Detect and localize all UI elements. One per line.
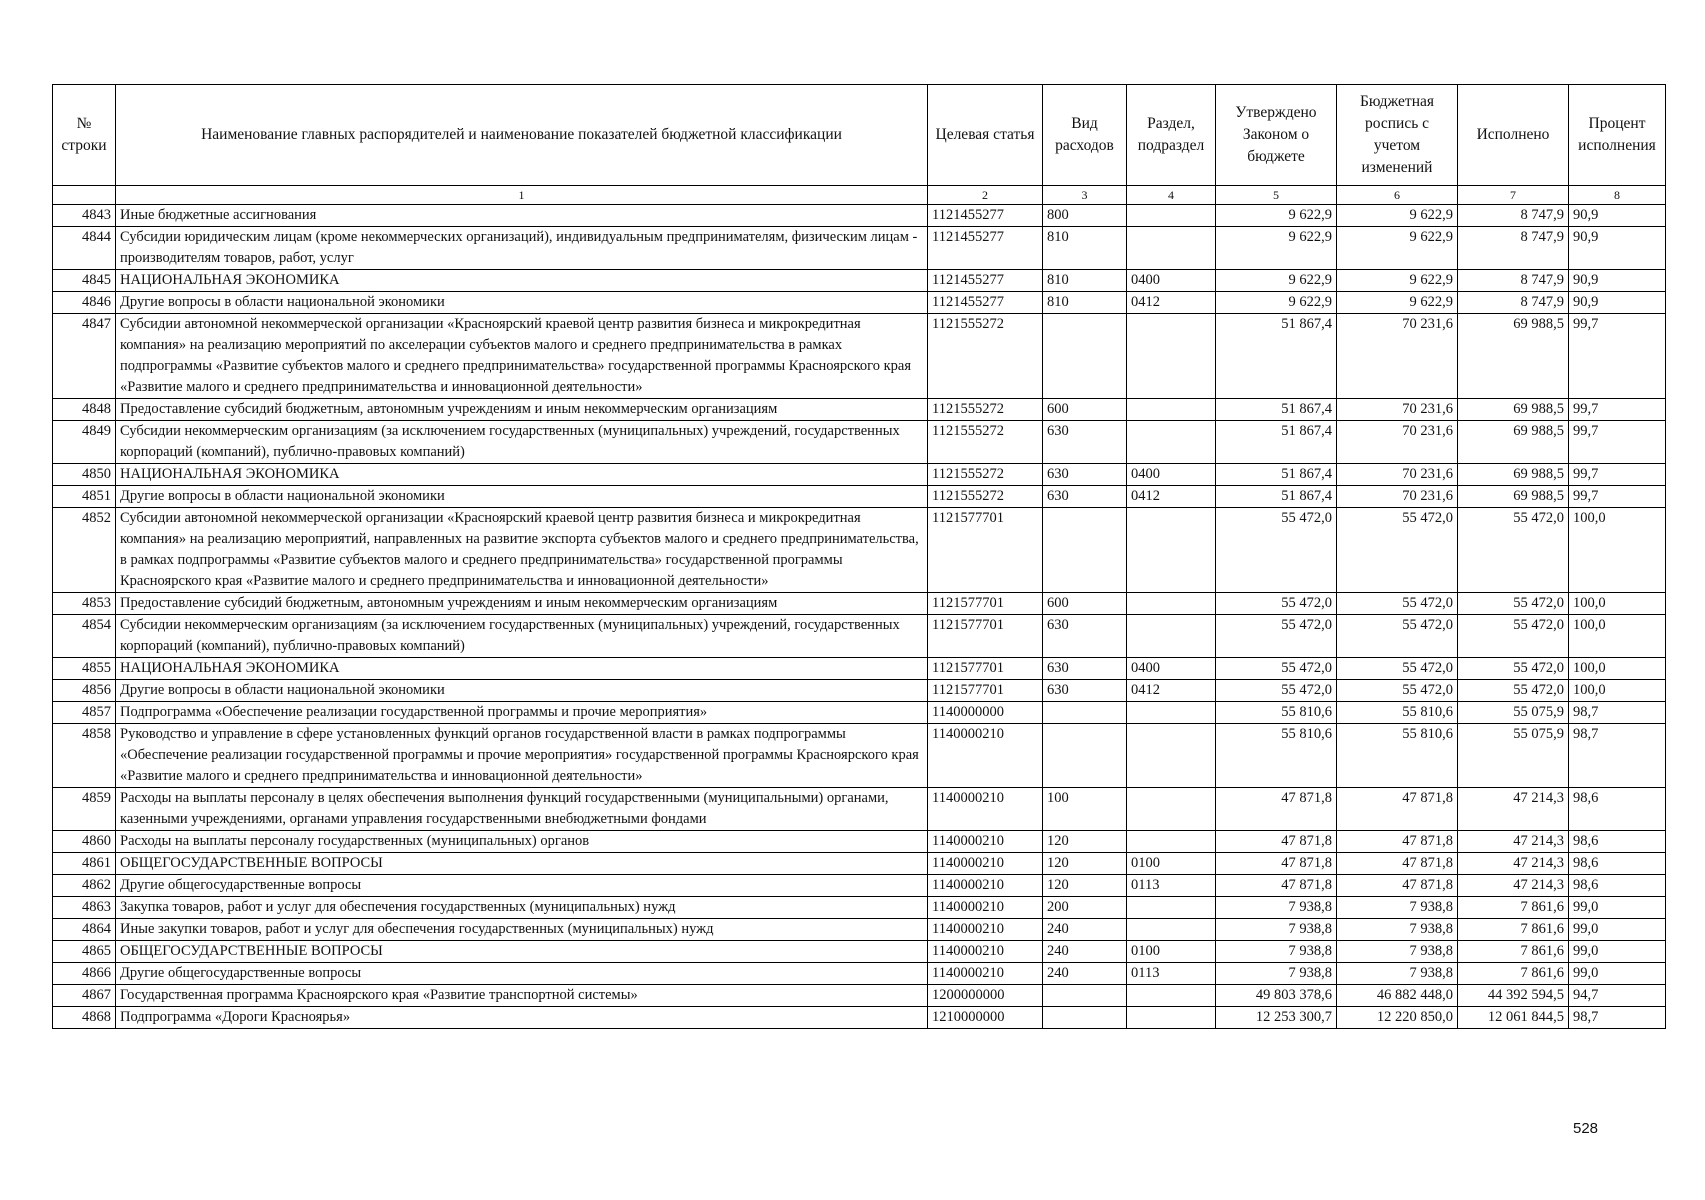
table-row bbox=[53, 464, 1666, 486]
table-row bbox=[53, 615, 1666, 658]
row-target-article: 1121577701 bbox=[928, 680, 1043, 702]
row-name: Субсидии автономной некоммерческой организации «Красноярский краевой центр развития бизнеса и микрокредитная компания» на реализацию мероприятий по акселерации субъектов малого и среднего предпринимательства в рамках подпрограммы «Развитие субъектов малого и среднего предпринимательства» государственной программы Красноярского края «Развитие малого и среднего предпринимательства и инновационной деятельности» bbox=[116, 314, 928, 399]
table-row bbox=[53, 1007, 1666, 1029]
row-section: 0400 bbox=[1127, 464, 1216, 486]
row-expense-type: 810 bbox=[1043, 292, 1127, 314]
row-executed: 47 214,3 bbox=[1458, 853, 1569, 875]
row-executed: 8 747,9 bbox=[1458, 205, 1569, 227]
row-expense-type: 630 bbox=[1043, 421, 1127, 464]
row-expense-type bbox=[1043, 702, 1127, 724]
table-row bbox=[53, 875, 1666, 897]
row-number: 4844 bbox=[53, 227, 116, 270]
table-row bbox=[53, 831, 1666, 853]
row-approved: 55 472,0 bbox=[1216, 593, 1337, 615]
row-target-article: 1140000210 bbox=[928, 941, 1043, 963]
row-number: 4864 bbox=[53, 919, 116, 941]
row-number: 4851 bbox=[53, 486, 116, 508]
table-row bbox=[53, 292, 1666, 314]
row-section: 0100 bbox=[1127, 853, 1216, 875]
row-number: 4861 bbox=[53, 853, 116, 875]
row-number: 4848 bbox=[53, 399, 116, 421]
table-row bbox=[53, 963, 1666, 985]
row-percent: 99,7 bbox=[1569, 399, 1666, 421]
row-executed: 47 214,3 bbox=[1458, 831, 1569, 853]
row-section bbox=[1127, 985, 1216, 1007]
row-name: Предоставление субсидий бюджетным, автономным учреждениям и иным некоммерческим организациям bbox=[116, 593, 928, 615]
table-row bbox=[53, 205, 1666, 227]
row-section: 0400 bbox=[1127, 658, 1216, 680]
row-percent: 98,7 bbox=[1569, 724, 1666, 788]
row-number: 4855 bbox=[53, 658, 116, 680]
table-row bbox=[53, 919, 1666, 941]
row-number: 4867 bbox=[53, 985, 116, 1007]
row-section bbox=[1127, 399, 1216, 421]
row-executed: 69 988,5 bbox=[1458, 486, 1569, 508]
row-approved: 9 622,9 bbox=[1216, 270, 1337, 292]
row-budget-schedule: 55 472,0 bbox=[1337, 658, 1458, 680]
budget-report-sheet bbox=[52, 84, 1666, 1029]
row-name: Предоставление субсидий бюджетным, автономным учреждениям и иным некоммерческим организациям bbox=[116, 399, 928, 421]
row-name: НАЦИОНАЛЬНАЯ ЭКОНОМИКА bbox=[116, 658, 928, 680]
column-number-blank bbox=[53, 186, 116, 205]
row-approved: 55 472,0 bbox=[1216, 680, 1337, 702]
row-expense-type bbox=[1043, 985, 1127, 1007]
row-budget-schedule: 70 231,6 bbox=[1337, 421, 1458, 464]
row-percent: 99,0 bbox=[1569, 963, 1666, 985]
row-percent: 100,0 bbox=[1569, 593, 1666, 615]
row-number: 4850 bbox=[53, 464, 116, 486]
row-budget-schedule: 7 938,8 bbox=[1337, 897, 1458, 919]
row-expense-type: 240 bbox=[1043, 941, 1127, 963]
row-budget-schedule: 55 472,0 bbox=[1337, 508, 1458, 593]
row-approved: 49 803 378,6 bbox=[1216, 985, 1337, 1007]
row-expense-type: 120 bbox=[1043, 831, 1127, 853]
column-number: 7 bbox=[1458, 186, 1569, 205]
row-expense-type: 630 bbox=[1043, 680, 1127, 702]
row-expense-type: 600 bbox=[1043, 593, 1127, 615]
row-executed: 8 747,9 bbox=[1458, 292, 1569, 314]
header-approved: Утверждено Законом о бюджете bbox=[1216, 85, 1337, 186]
header-expense-type: Вид расходов bbox=[1043, 85, 1127, 186]
row-percent: 100,0 bbox=[1569, 658, 1666, 680]
row-expense-type bbox=[1043, 314, 1127, 399]
row-target-article: 1121577701 bbox=[928, 615, 1043, 658]
row-approved: 7 938,8 bbox=[1216, 897, 1337, 919]
row-percent: 99,0 bbox=[1569, 941, 1666, 963]
row-target-article: 1121577701 bbox=[928, 508, 1043, 593]
row-approved: 47 871,8 bbox=[1216, 788, 1337, 831]
row-section bbox=[1127, 1007, 1216, 1029]
header-name: Наименование главных распорядителей и наименование показателей бюджетной классификации bbox=[116, 85, 928, 186]
row-percent: 98,7 bbox=[1569, 1007, 1666, 1029]
row-number: 4862 bbox=[53, 875, 116, 897]
row-target-article: 1121577701 bbox=[928, 658, 1043, 680]
column-number: 8 bbox=[1569, 186, 1666, 205]
row-expense-type: 120 bbox=[1043, 875, 1127, 897]
row-expense-type: 630 bbox=[1043, 615, 1127, 658]
row-budget-schedule: 70 231,6 bbox=[1337, 464, 1458, 486]
row-target-article: 1140000210 bbox=[928, 788, 1043, 831]
header-section: Раздел, подраздел bbox=[1127, 85, 1216, 186]
row-percent: 90,9 bbox=[1569, 292, 1666, 314]
row-percent: 98,7 bbox=[1569, 702, 1666, 724]
row-executed: 69 988,5 bbox=[1458, 399, 1569, 421]
row-number: 4843 bbox=[53, 205, 116, 227]
row-approved: 51 867,4 bbox=[1216, 421, 1337, 464]
row-number: 4853 bbox=[53, 593, 116, 615]
table-row bbox=[53, 724, 1666, 788]
row-target-article: 1140000210 bbox=[928, 831, 1043, 853]
table-row bbox=[53, 788, 1666, 831]
row-section bbox=[1127, 314, 1216, 399]
row-approved: 55 472,0 bbox=[1216, 615, 1337, 658]
row-executed: 55 075,9 bbox=[1458, 724, 1569, 788]
row-approved: 47 871,8 bbox=[1216, 853, 1337, 875]
row-percent: 90,9 bbox=[1569, 270, 1666, 292]
row-approved: 55 472,0 bbox=[1216, 508, 1337, 593]
row-name: Другие вопросы в области национальной экономики bbox=[116, 292, 928, 314]
row-name: Закупка товаров, работ и услуг для обеспечения государственных (муниципальных) нужд bbox=[116, 897, 928, 919]
column-number: 5 bbox=[1216, 186, 1337, 205]
row-approved: 47 871,8 bbox=[1216, 831, 1337, 853]
header-target-article: Целевая статья bbox=[928, 85, 1043, 186]
row-executed: 7 861,6 bbox=[1458, 941, 1569, 963]
table-row bbox=[53, 702, 1666, 724]
row-section bbox=[1127, 227, 1216, 270]
column-number: 1 bbox=[116, 186, 928, 205]
row-percent: 90,9 bbox=[1569, 227, 1666, 270]
row-number: 4856 bbox=[53, 680, 116, 702]
row-target-article: 1121555272 bbox=[928, 486, 1043, 508]
row-budget-schedule: 70 231,6 bbox=[1337, 399, 1458, 421]
row-section bbox=[1127, 421, 1216, 464]
row-percent: 99,0 bbox=[1569, 897, 1666, 919]
row-budget-schedule: 9 622,9 bbox=[1337, 205, 1458, 227]
row-target-article: 1121555272 bbox=[928, 314, 1043, 399]
row-number: 4859 bbox=[53, 788, 116, 831]
row-name: Расходы на выплаты персоналу государственных (муниципальных) органов bbox=[116, 831, 928, 853]
row-section bbox=[1127, 919, 1216, 941]
row-budget-schedule: 55 472,0 bbox=[1337, 615, 1458, 658]
row-expense-type bbox=[1043, 508, 1127, 593]
row-budget-schedule: 12 220 850,0 bbox=[1337, 1007, 1458, 1029]
header-row bbox=[53, 85, 1666, 186]
page-number: 528 bbox=[1573, 1120, 1599, 1137]
header-row-no: № строки bbox=[53, 85, 116, 186]
row-section bbox=[1127, 831, 1216, 853]
row-name: Другие общегосударственные вопросы bbox=[116, 875, 928, 897]
row-section bbox=[1127, 702, 1216, 724]
table-row bbox=[53, 508, 1666, 593]
row-number: 4866 bbox=[53, 963, 116, 985]
row-number: 4857 bbox=[53, 702, 116, 724]
row-expense-type: 240 bbox=[1043, 919, 1127, 941]
row-percent: 99,7 bbox=[1569, 421, 1666, 464]
row-approved: 7 938,8 bbox=[1216, 941, 1337, 963]
row-percent: 100,0 bbox=[1569, 508, 1666, 593]
table-row bbox=[53, 421, 1666, 464]
table-row bbox=[53, 897, 1666, 919]
row-expense-type: 810 bbox=[1043, 270, 1127, 292]
row-target-article: 1140000210 bbox=[928, 963, 1043, 985]
row-target-article: 1140000000 bbox=[928, 702, 1043, 724]
row-executed: 69 988,5 bbox=[1458, 421, 1569, 464]
row-budget-schedule: 55 472,0 bbox=[1337, 680, 1458, 702]
row-name: Государственная программа Красноярского края «Развитие транспортной системы» bbox=[116, 985, 928, 1007]
row-expense-type: 630 bbox=[1043, 486, 1127, 508]
row-budget-schedule: 46 882 448,0 bbox=[1337, 985, 1458, 1007]
row-name: Другие вопросы в области национальной экономики bbox=[116, 486, 928, 508]
row-section bbox=[1127, 205, 1216, 227]
row-expense-type: 800 bbox=[1043, 205, 1127, 227]
table-row bbox=[53, 853, 1666, 875]
row-executed: 55 472,0 bbox=[1458, 658, 1569, 680]
row-percent: 99,7 bbox=[1569, 464, 1666, 486]
row-approved: 51 867,4 bbox=[1216, 314, 1337, 399]
row-name: ОБЩЕГОСУДАРСТВЕННЫЕ ВОПРОСЫ bbox=[116, 853, 928, 875]
table-body bbox=[53, 205, 1666, 1029]
row-approved: 55 810,6 bbox=[1216, 724, 1337, 788]
row-budget-schedule: 9 622,9 bbox=[1337, 227, 1458, 270]
row-target-article: 1121577701 bbox=[928, 593, 1043, 615]
row-executed: 55 472,0 bbox=[1458, 508, 1569, 593]
row-approved: 9 622,9 bbox=[1216, 205, 1337, 227]
row-budget-schedule: 7 938,8 bbox=[1337, 919, 1458, 941]
row-executed: 8 747,9 bbox=[1458, 227, 1569, 270]
row-target-article: 1140000210 bbox=[928, 919, 1043, 941]
column-number: 3 bbox=[1043, 186, 1127, 205]
row-section bbox=[1127, 615, 1216, 658]
row-executed: 69 988,5 bbox=[1458, 464, 1569, 486]
row-name: Другие вопросы в области национальной экономики bbox=[116, 680, 928, 702]
table-row bbox=[53, 658, 1666, 680]
row-name: Другие общегосударственные вопросы bbox=[116, 963, 928, 985]
row-number: 4847 bbox=[53, 314, 116, 399]
row-number: 4849 bbox=[53, 421, 116, 464]
table-row bbox=[53, 680, 1666, 702]
row-section: 0412 bbox=[1127, 486, 1216, 508]
row-expense-type bbox=[1043, 1007, 1127, 1029]
row-executed: 55 472,0 bbox=[1458, 615, 1569, 658]
row-budget-schedule: 55 810,6 bbox=[1337, 702, 1458, 724]
row-target-article: 1200000000 bbox=[928, 985, 1043, 1007]
row-percent: 99,0 bbox=[1569, 919, 1666, 941]
row-percent: 100,0 bbox=[1569, 680, 1666, 702]
row-budget-schedule: 47 871,8 bbox=[1337, 788, 1458, 831]
row-number: 4845 bbox=[53, 270, 116, 292]
table-row bbox=[53, 227, 1666, 270]
column-number: 2 bbox=[928, 186, 1043, 205]
row-percent: 98,6 bbox=[1569, 853, 1666, 875]
row-executed: 55 075,9 bbox=[1458, 702, 1569, 724]
row-approved: 12 253 300,7 bbox=[1216, 1007, 1337, 1029]
row-target-article: 1121555272 bbox=[928, 421, 1043, 464]
row-approved: 51 867,4 bbox=[1216, 486, 1337, 508]
row-name: Субсидии некоммерческим организациям (за исключением государственных (муниципальных) учреждений, государственных корпораций (компаний), публично-правовых компаний) bbox=[116, 421, 928, 464]
row-target-article: 1121455277 bbox=[928, 292, 1043, 314]
row-approved: 9 622,9 bbox=[1216, 292, 1337, 314]
row-expense-type bbox=[1043, 724, 1127, 788]
row-budget-schedule: 7 938,8 bbox=[1337, 963, 1458, 985]
column-number: 4 bbox=[1127, 186, 1216, 205]
row-percent: 100,0 bbox=[1569, 615, 1666, 658]
row-approved: 51 867,4 bbox=[1216, 399, 1337, 421]
table-row bbox=[53, 593, 1666, 615]
row-expense-type: 240 bbox=[1043, 963, 1127, 985]
row-expense-type: 200 bbox=[1043, 897, 1127, 919]
row-name: Расходы на выплаты персоналу в целях обеспечения выполнения функций государственными (муниципальными) органами, казенными учреждениями, органами управления государственными внебюджетными фондами bbox=[116, 788, 928, 831]
row-target-article: 1140000210 bbox=[928, 853, 1043, 875]
row-budget-schedule: 7 938,8 bbox=[1337, 941, 1458, 963]
row-budget-schedule: 70 231,6 bbox=[1337, 314, 1458, 399]
row-percent: 98,6 bbox=[1569, 875, 1666, 897]
row-percent: 99,7 bbox=[1569, 314, 1666, 399]
row-target-article: 1140000210 bbox=[928, 724, 1043, 788]
column-number-row bbox=[53, 186, 1666, 205]
row-percent: 94,7 bbox=[1569, 985, 1666, 1007]
row-executed: 7 861,6 bbox=[1458, 897, 1569, 919]
row-budget-schedule: 47 871,8 bbox=[1337, 831, 1458, 853]
row-percent: 90,9 bbox=[1569, 205, 1666, 227]
table-row bbox=[53, 270, 1666, 292]
row-name: Субсидии автономной некоммерческой организации «Красноярский краевой центр развития бизнеса и микрокредитная компания» на реализацию мероприятий, направленных на развитие экспорта субъектов малого и среднего предпринимательства, в рамках подпрограммы «Развитие субъектов малого и среднего предпринимательства» государственной программы Красноярского края «Развитие малого и среднего предпринимательства и инновационной деятельности» bbox=[116, 508, 928, 593]
row-expense-type: 810 bbox=[1043, 227, 1127, 270]
row-approved: 7 938,8 bbox=[1216, 963, 1337, 985]
row-name: Подпрограмма «Дороги Красноярья» bbox=[116, 1007, 928, 1029]
row-budget-schedule: 47 871,8 bbox=[1337, 875, 1458, 897]
row-approved: 47 871,8 bbox=[1216, 875, 1337, 897]
row-budget-schedule: 47 871,8 bbox=[1337, 853, 1458, 875]
table-row bbox=[53, 314, 1666, 399]
row-number: 4865 bbox=[53, 941, 116, 963]
row-expense-type: 630 bbox=[1043, 464, 1127, 486]
row-number: 4868 bbox=[53, 1007, 116, 1029]
row-target-article: 1121555272 bbox=[928, 399, 1043, 421]
budget-table bbox=[52, 84, 1666, 1029]
row-section bbox=[1127, 897, 1216, 919]
row-percent: 98,6 bbox=[1569, 831, 1666, 853]
row-executed: 55 472,0 bbox=[1458, 680, 1569, 702]
row-executed: 12 061 844,5 bbox=[1458, 1007, 1569, 1029]
row-name: Иные бюджетные ассигнования bbox=[116, 205, 928, 227]
row-name: ОБЩЕГОСУДАРСТВЕННЫЕ ВОПРОСЫ bbox=[116, 941, 928, 963]
header-percent: Процент исполнения bbox=[1569, 85, 1666, 186]
row-executed: 7 861,6 bbox=[1458, 963, 1569, 985]
row-name: Подпрограмма «Обеспечение реализации государственной программы и прочие мероприятия» bbox=[116, 702, 928, 724]
header-executed: Исполнено bbox=[1458, 85, 1569, 186]
row-approved: 7 938,8 bbox=[1216, 919, 1337, 941]
row-percent: 98,6 bbox=[1569, 788, 1666, 831]
row-approved: 51 867,4 bbox=[1216, 464, 1337, 486]
row-approved: 55 810,6 bbox=[1216, 702, 1337, 724]
row-target-article: 1121455277 bbox=[928, 227, 1043, 270]
row-budget-schedule: 55 472,0 bbox=[1337, 593, 1458, 615]
row-target-article: 1140000210 bbox=[928, 875, 1043, 897]
row-name: Субсидии некоммерческим организациям (за исключением государственных (муниципальных) учреждений, государственных корпораций (компаний), публично-правовых компаний) bbox=[116, 615, 928, 658]
row-section bbox=[1127, 508, 1216, 593]
row-approved: 55 472,0 bbox=[1216, 658, 1337, 680]
row-executed: 47 214,3 bbox=[1458, 788, 1569, 831]
row-expense-type: 120 bbox=[1043, 853, 1127, 875]
row-number: 4860 bbox=[53, 831, 116, 853]
row-section bbox=[1127, 788, 1216, 831]
column-number: 6 bbox=[1337, 186, 1458, 205]
row-target-article: 1121455277 bbox=[928, 270, 1043, 292]
row-section bbox=[1127, 724, 1216, 788]
row-number: 4863 bbox=[53, 897, 116, 919]
row-expense-type: 100 bbox=[1043, 788, 1127, 831]
row-target-article: 1121555272 bbox=[928, 464, 1043, 486]
row-name: Руководство и управление в сфере установленных функций органов государственной власти в рамках подпрограммы «Обеспечение реализации государственной программы и прочие мероприятия» государственной программы Красноярского края «Развитие малого и среднего предпринимательства и инновационной деятельности» bbox=[116, 724, 928, 788]
row-executed: 7 861,6 bbox=[1458, 919, 1569, 941]
row-executed: 47 214,3 bbox=[1458, 875, 1569, 897]
row-number: 4852 bbox=[53, 508, 116, 593]
row-percent: 99,7 bbox=[1569, 486, 1666, 508]
row-executed: 8 747,9 bbox=[1458, 270, 1569, 292]
table-row bbox=[53, 985, 1666, 1007]
row-section: 0113 bbox=[1127, 963, 1216, 985]
row-budget-schedule: 55 810,6 bbox=[1337, 724, 1458, 788]
row-expense-type: 600 bbox=[1043, 399, 1127, 421]
row-name: Субсидии юридическим лицам (кроме некоммерческих организаций), индивидуальным предпринимателям, физическим лицам - производителям товаров, работ, услуг bbox=[116, 227, 928, 270]
row-name: Иные закупки товаров, работ и услуг для обеспечения государственных (муниципальных) нужд bbox=[116, 919, 928, 941]
row-budget-schedule: 70 231,6 bbox=[1337, 486, 1458, 508]
row-executed: 44 392 594,5 bbox=[1458, 985, 1569, 1007]
table-row bbox=[53, 941, 1666, 963]
row-number: 4854 bbox=[53, 615, 116, 658]
row-section: 0412 bbox=[1127, 292, 1216, 314]
row-executed: 55 472,0 bbox=[1458, 593, 1569, 615]
row-target-article: 1121455277 bbox=[928, 205, 1043, 227]
row-target-article: 1210000000 bbox=[928, 1007, 1043, 1029]
row-section: 0412 bbox=[1127, 680, 1216, 702]
row-budget-schedule: 9 622,9 bbox=[1337, 292, 1458, 314]
row-budget-schedule: 9 622,9 bbox=[1337, 270, 1458, 292]
row-approved: 9 622,9 bbox=[1216, 227, 1337, 270]
row-section: 0113 bbox=[1127, 875, 1216, 897]
row-section bbox=[1127, 593, 1216, 615]
row-number: 4858 bbox=[53, 724, 116, 788]
table-row bbox=[53, 399, 1666, 421]
row-name: НАЦИОНАЛЬНАЯ ЭКОНОМИКА bbox=[116, 464, 928, 486]
row-number: 4846 bbox=[53, 292, 116, 314]
row-expense-type: 630 bbox=[1043, 658, 1127, 680]
row-name: НАЦИОНАЛЬНАЯ ЭКОНОМИКА bbox=[116, 270, 928, 292]
row-section: 0400 bbox=[1127, 270, 1216, 292]
row-executed: 69 988,5 bbox=[1458, 314, 1569, 399]
row-target-article: 1140000210 bbox=[928, 897, 1043, 919]
header-budget-schedule: Бюджетная роспись с учетом изменений bbox=[1337, 85, 1458, 186]
row-section: 0100 bbox=[1127, 941, 1216, 963]
table-row bbox=[53, 486, 1666, 508]
